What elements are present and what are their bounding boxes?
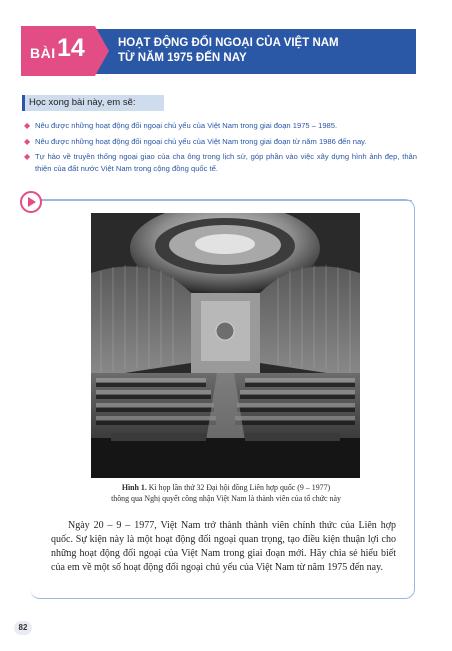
play-icon: [20, 191, 42, 213]
diamond-bullet-icon: ◆: [24, 136, 31, 146]
diamond-bullet-icon: ◆: [24, 121, 31, 130]
lesson-number: 14: [57, 34, 85, 62]
objective-item: [22, 151, 417, 174]
figure-label: Hình 1.: [121, 483, 147, 492]
un-general-assembly-photo: [91, 213, 360, 478]
start-section-top-rule: [42, 200, 412, 201]
objective-text: Nêu được những hoạt động đối ngoại chủ yếu của Việt Nam trong giai đoạn 1975 – 1985.: [35, 121, 338, 130]
lesson-title-line-2: TỪ NĂM 1975 ĐẾN NAY: [118, 52, 247, 64]
figure-caption-line-1: Kì họp lần thứ 32 Đại hội đồng Liên hợp quốc (9 – 1977): [148, 483, 331, 492]
objective-text: Tự hào về truyền thống ngoại giao của cha ông trong lịch sử, góp phần vào việc xây dựng hình ảnh đẹp, thân thiện của đất nước Việt Nam trong cộng đồng quốc tế.: [35, 152, 417, 173]
lesson-title: [118, 36, 408, 66]
objectives-heading: Học xong bài này, em sẽ:: [22, 95, 164, 111]
figure-caption: [70, 483, 382, 504]
page-number: 82: [14, 621, 32, 635]
objectives-list: [22, 120, 417, 178]
lesson-title-line-1: HOẠT ĐỘNG ĐỐI NGOẠI CỦA VIỆT NAM: [118, 37, 339, 49]
diamond-bullet-icon: ◆: [24, 152, 31, 161]
objective-item: [22, 120, 417, 132]
figure-caption-line-2: thông qua Nghị quyết công nhận Việt Nam là thành viên của tổ chức này: [111, 493, 341, 503]
lesson-label: BÀI: [30, 45, 56, 61]
intro-paragraph: Ngày 20 – 9 – 1977, Việt Nam trở thành thành viên chính thức của Liên hợp quốc. Sự kiện này là một hoạt động đối ngoại quan trọng, tạo điều kiện thuận lợi cho những hoạt động đối ngoại của Việt Nam trong giai đoạn mới. Hãy chia sẻ hiểu biết của em về một số hoạt động đối ngoại chủ yếu của Việt Nam từ năm 1975 đến nay.: [51, 520, 396, 573]
objective-text: Nêu được những hoạt động đối ngoại chủ yếu của Việt Nam trong giai đoạn từ năm 1986 đến nay.: [35, 136, 367, 146]
objective-item: [22, 136, 417, 148]
